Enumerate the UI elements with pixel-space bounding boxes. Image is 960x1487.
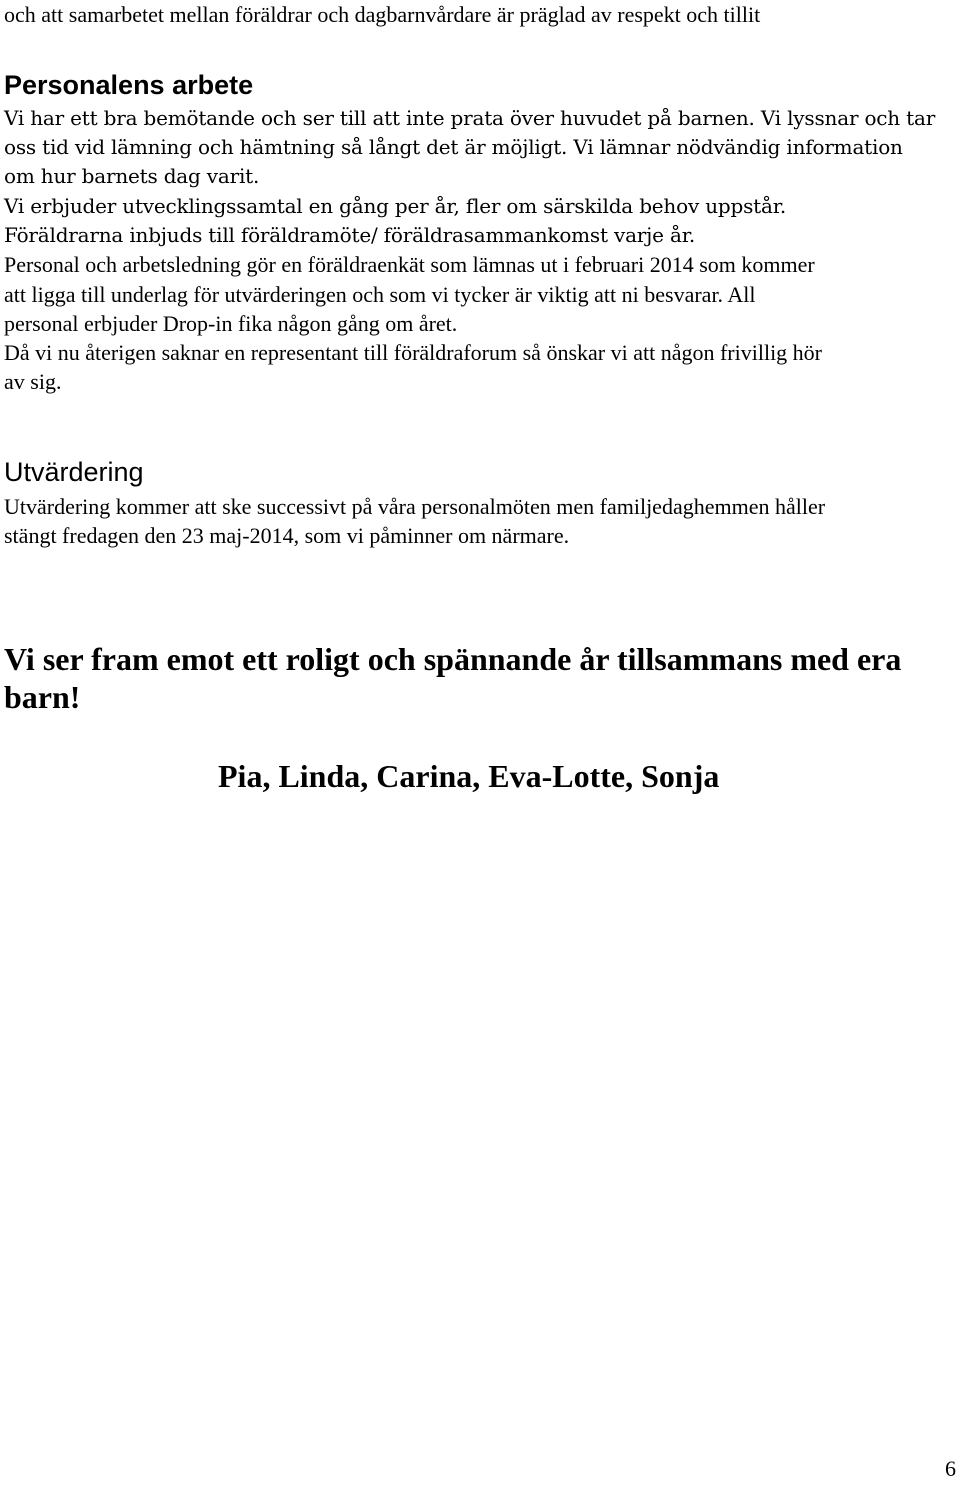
personal-line: av sig. (4, 369, 62, 394)
personal-line: Vi har ett bra bemötande och ser till att inte prata över huvudet på barnen. Vi lyssnar och tar (4, 106, 936, 130)
personal-line: Föräldrarna inbjuds till föräldramöte/ föräldrasammankomst varje år. (4, 223, 696, 247)
personal-line: Då vi nu återigen saknar en representant till föräldraforum så önskar vi att någon frivillig hör (4, 340, 823, 365)
personal-line: personal erbjuder Drop-in fika någon gång om året. (4, 311, 458, 336)
closing-line: Vi ser fram emot ett roligt och spännande år tillsammans med era (4, 641, 902, 677)
intro-line: och att samarbetet mellan föräldrar och dagbarnvårdare är präglad av respekt och tillit (4, 2, 761, 27)
evaluation-line: stängt fredagen den 23 maj-2014, som vi påminner om närmare. (4, 523, 570, 548)
personal-line: att ligga till underlag för utvärderingen och som vi tycker är viktig att ni besvarar. All (4, 282, 756, 307)
evaluation-line: Utvärdering kommer att ske successivt på våra personalmöten men familjedaghemmen håller (4, 494, 826, 519)
personal-line: om hur barnets dag varit. (4, 164, 260, 188)
personal-line: oss tid vid lämning och hämtning så långt det är möjligt. Vi lämnar nödvändig information (4, 135, 903, 159)
section-heading-evaluation: Utvärdering (4, 457, 144, 487)
page-number: 6 (945, 1456, 956, 1481)
personal-line: Vi erbjuder utvecklingssamtal en gång per år, fler om särskilda behov uppstår. (4, 194, 787, 218)
section-heading-personal: Personalens arbete (4, 70, 254, 100)
personal-line: Personal och arbetsledning gör en föräldraenkät som lämnas ut i februari 2014 som kommer (4, 252, 815, 277)
closing-line: barn! (4, 679, 81, 715)
signature-names: Pia, Linda, Carina, Eva-Lotte, Sonja (218, 758, 720, 794)
